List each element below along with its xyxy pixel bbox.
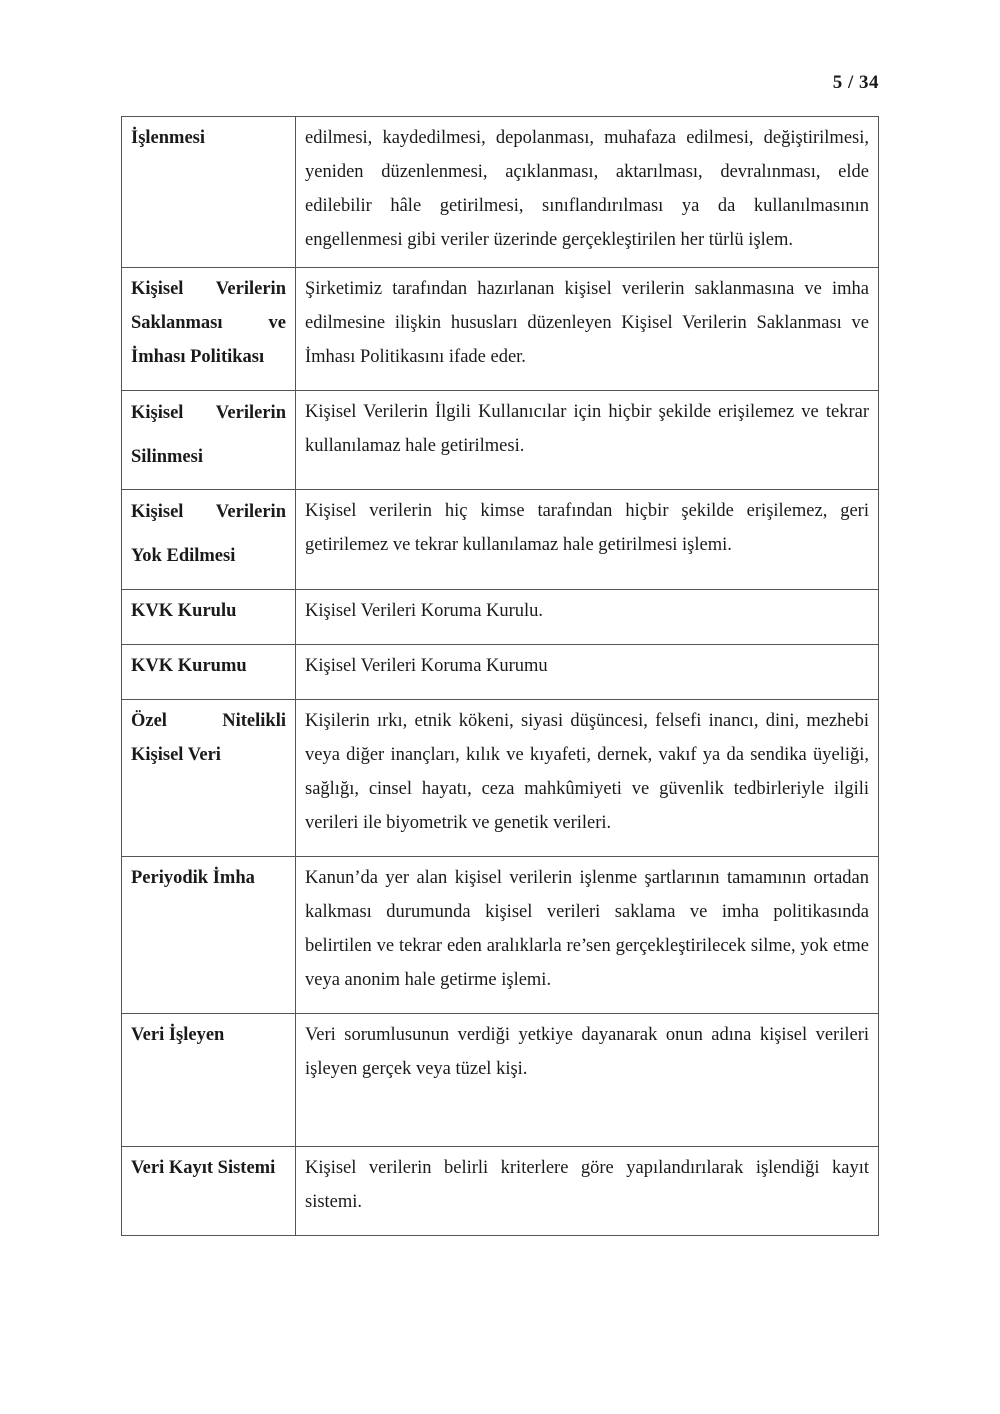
term-cell: Özel Nitelikli Kişisel Veri [122, 700, 296, 857]
term-cell: İşlenmesi [122, 117, 296, 268]
table-row [122, 700, 879, 857]
definition-cell: Kişilerin ırkı, etnik kökeni, siyasi düşüncesi, felsefi inancı, dini, mezhebi veya diğer inançları, kılık ve kıyafeti, dernek, vakıf ya da sendika üyeliği, sağlığı, cinsel hayatı, ceza mahkûmiyeti ve güvenlik tedbirleriyle ilgili verileri ile biyometrik ve genetik verileri. [296, 700, 879, 857]
table-row [122, 117, 879, 268]
term-cell: Kişisel Verilerin Yok Edilmesi [122, 490, 296, 590]
term-cell: Veri İşleyen [122, 1014, 296, 1147]
term-cell: Veri Kayıt Sistemi [122, 1147, 296, 1236]
table-row [122, 1147, 879, 1236]
definition-cell: Şirketimiz tarafından hazırlanan kişisel verilerin saklanmasına ve imha edilmesine ilişkin hususları düzenleyen Kişisel Verilerin Saklanması ve İmhası Politikasını ifade eder. [296, 268, 879, 391]
definition-cell: Veri sorumlusunun verdiği yetkiye dayanarak onun adına kişisel verileri işleyen gerçek veya tüzel kişi. [296, 1014, 879, 1147]
definition-cell: Kanun’da yer alan kişisel verilerin işlenme şartlarının tamamının ortadan kalkması durumunda kişisel verileri saklama ve imha politikasında belirtilen ve tekrar eden aralıklarla re’sen gerçekleştirilecek silme, yok etme veya anonim hale getirme işlemi. [296, 857, 879, 1014]
definition-cell: Kişisel verilerin hiç kimse tarafından hiçbir şekilde erişilemez, geri getirilemez ve tekrar kullanılamaz hale getirilmesi işlemi. [296, 490, 879, 590]
definition-cell: Kişisel Verileri Koruma Kurulu. [296, 590, 879, 645]
term-cell: Kişisel Verilerin Silinmesi [122, 391, 296, 490]
term-cell: Kişisel Verilerin Saklanması ve İmhası Politikası [122, 268, 296, 391]
term-cell: KVK Kurulu [122, 590, 296, 645]
definition-cell: Kişisel Verilerin İlgili Kullanıcılar için hiçbir şekilde erişilemez ve tekrar kullanılamaz hale getirilmesi. [296, 391, 879, 490]
table-row [122, 1014, 879, 1147]
table-row [122, 268, 879, 391]
definition-cell: edilmesi, kaydedilmesi, depolanması, muhafaza edilmesi, değiştirilmesi, yeniden düzenlenmesi, açıklanması, aktarılması, devralınması, elde edilebilir hâle getirilmesi, sınıflandırılması ya da kullanılmasının engellenmesi gibi veriler üzerinde gerçekleştirilen her türlü işlem. [296, 117, 879, 268]
table-row [122, 490, 879, 590]
definitions-table [121, 116, 879, 1236]
term-cell: Periyodik İmha [122, 857, 296, 1014]
term-cell: KVK Kurumu [122, 645, 296, 700]
table-row [122, 590, 879, 645]
page-number: 5 / 34 [832, 72, 879, 93]
table-row [122, 391, 879, 490]
table-row [122, 645, 879, 700]
definition-cell: Kişisel verilerin belirli kriterlere göre yapılandırılarak işlendiği kayıt sistemi. [296, 1147, 879, 1236]
table-row [122, 857, 879, 1014]
definition-cell: Kişisel Verileri Koruma Kurumu [296, 645, 879, 700]
